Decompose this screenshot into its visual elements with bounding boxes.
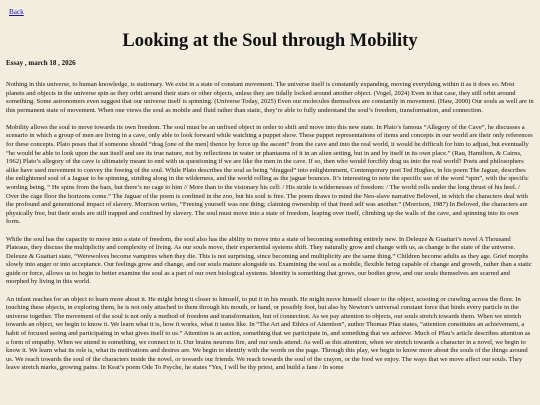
paragraph: Nothing in this universe, to human knowledge, is stationary. We exist in a state of constant movement. The universe itself is constantly expanding, moving everything within it as it does so. Most planets and objects in the universe spin as they orbit around their stars or other objects, unless they are tidally locked around another object. (Vogel, 2024) Even in that case, they still orbit around something. Some astronomers even suggest that our universe itself is spinning. (Universe Today, 2025) Even our molecules themselves are constantly in movement. (Haw, 2000) Our souls as well are in this permanent state of movement. When one views the soul as mobile and fluid rather than static, they’re able to fully understand the soul’s freedom, transformation, and connection. [6, 81, 534, 114]
paragraph: Mobility allows the soul to move towards its own freedom. The soul must be an unfixed object in order to shift and move into this new state. In Plato’s famous “Allegory of the Cave”, he discusses a scenario in which a group of men are living in a cave, only able to look forward while watching a puppet show. These puppet representations of items and concepts in our world are their only references for these concepts. Plato poses that if someone should “drag [one of the men] thence by force up the ascent” from the cave and into the real world, it would be difficult for him to adjust, but eventually “he would be able to look upon the sun itself and see its true nature, not by reflections in water or phantasms of it in an alien setting, but in and by itself in its own place.” (Rau, Hamilton, & Cairns, 1962) Plato’s allegory of the cave is ultimately meant to end with us questioning if we are like the men in the cave. If so, then who would forcibly drag us into the real world? Poets and philosophers alike have used movement to convey the freeing of the soul. While Plato describes the soul as being “dragged” into enlightenment, Contemporary poet Ted Hughes, in his poem The Jaguar, describes the enlightened soul of a Jaguar to be spinning, striding along in the wilderness, and the world rolling as the jaguar bounces. It’s interesting to note the specific use of the word “spin”, with the specific wording being, “ He spins from the bars, but there’s no cage to him // More than to the visionary his cell: / His stride is wildernesses of freedom: / The world rolls under the long thrust of his heel. / Over the cage floor the horizons come.” The Jaguar of the poem is confined in the zoo, but his soul is free. The poem draws to mind the Neo-slave narrative Beloved, in which the characters deal with the profound and generational impact of slavery. Morrison writes, “Freeing yourself was one thing; claiming ownership of that freed self was another.” (Morrison, 1987) In Beloved, the characters are physically free, but their souls are still trapped and confined by slavery. The soul must move into a state of freedom, leaping over itself, climbing up the walls of the cave, and spinning into its own form. [6, 123, 533, 226]
paragraph: An infant reaches for an object to learn more about it. He might bring it closer to himself, to put it in his mouth. He might move himself closer to the object, scooting or crawling across the floor. In touching these objects, in exploring them, he is not only attached to them through his mouth, or hand, or possibly foot, but also by Newton’s universal constant force that binds every particle in the universe together. The movement of the soul is not only a method of freedom and transformation, but of connection. As we pay attention to objects, our souls stretch towards them. When we stretch towards an object, we begin to know it. We learn what it is, how it works, what it tastes like. In “The Art and Ethics of Attention”, author Thomas Pfau states, “attention constitutes an achievement, a habit of focused seeing and participating in what gives itself to us.” Attention is an action, something that we participate in, and something that we achieve. Much of Pfau’s article describes attention as a form of empathy. When we attend to something, we connect to it. Our brains neurons fire, and our souls attend. As well as this attention, when we stretch towards a character in a novel, we begin to know it. We learn what its role is, what its motivations and desires are. We begin to identify with the words on the page. Through this play, we begin to know more about the souls of the things around us. We reach towards the soul of the characters inside the novel, or towards our friends. We reach towards the soul of the crayon, or the food we enjoy. The ways that we move affect our souls. They leave stretch marks, growing pains. In Keat’s poem Ode To Psyche, he states “Yes, I will be thy priest, and build a fane / In some [6, 295, 531, 372]
paragraph: While the soul has the capacity to move into a state of freedom, the soul also has the ability to move into a state of becoming something entirely new. In Deleuze & Guattari’s novel A Thousand Plateaus, they discuss the multiplicity and complexity of living. As our souls move, their experiential systems shift. They naturally grow and change with us, as change is the state of the universe. Deleuze & Guattari state, “Werewolves become vampires when they die. This is not surprising, since becoming and multiplicity are the same thing.” Children become adults as they age. Grief morphs slowly into anger or into acceptance. Our feelings grow and change, and our souls mature alongside us. Examining the soul as a mobile, flexible being capable of change and growth, rather than a static guide or force, allows us to begin to better examine the soul as a part of our own biological systems. Identity is something that grows, our bodies grow, and our souls themselves are scarred and morphed by living in this world. [6, 235, 532, 286]
back-link[interactable]: Back [9, 8, 24, 16]
article-meta: Essay , march 18 , 2026 [6, 59, 76, 67]
article-body [6, 81, 534, 381]
article-title: Looking at the Soul through Mobility [122, 31, 418, 51]
